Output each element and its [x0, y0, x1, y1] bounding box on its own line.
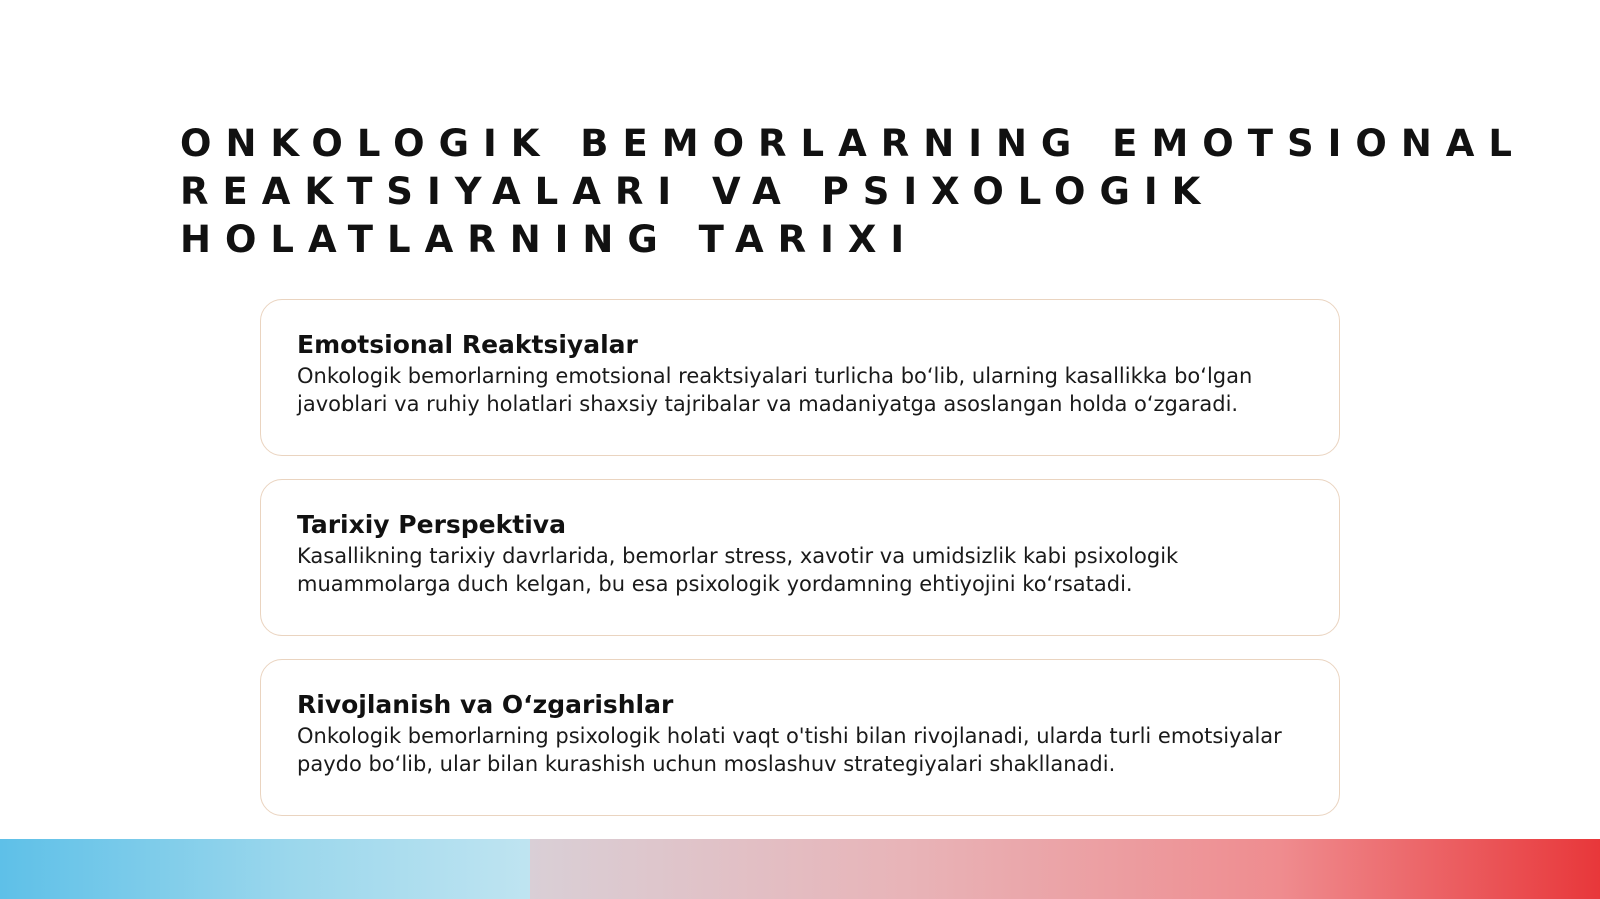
slide-title	[180, 120, 1580, 264]
footer-bar-blue-segment	[0, 839, 530, 899]
card-body: Kasallikning tarixiy davrlarida, bemorlar stress, xavotir va umidsizlik kabi psixologik muammolarga duch kelgan, bu esa psixologik yordamning ehtiyojini ko‘rsatadi.	[297, 544, 1179, 596]
footer-bar-red-segment	[530, 839, 1600, 899]
card-heading: Emotsional Reaktsiyalar	[297, 330, 638, 359]
title-line-1: ONKOLOGIK BEMORLARNING EMOTSIONAL	[180, 122, 1527, 165]
card-heading: Tarixiy Perspektiva	[297, 510, 566, 539]
title-line-2: REAKTSIYALARI VA PSIXOLOGIK	[180, 170, 1215, 213]
card-body: Onkologik bemorlarning emotsional reaktsiyalari turlicha bo‘lib, ularning kasallikka bo‘lgan javoblari va ruhiy holatlari shaxsiy tajribalar va madaniyatga asoslangan holda o‘zgaradi.	[297, 364, 1253, 416]
footer-gradient-bar	[0, 839, 1600, 899]
card-tarixiy-perspektiva	[260, 479, 1340, 636]
title-line-3: HOLATLARNING TARIXI	[180, 218, 919, 261]
card-heading: Rivojlanish va O‘zgarishlar	[297, 690, 674, 719]
card-emotsional-reaktsiyalar	[260, 299, 1340, 456]
card-body: Onkologik bemorlarning psixologik holati vaqt o'tishi bilan rivojlanadi, ularda turli emotsiyalar paydo bo‘lib, ular bilan kurashish uchun moslashuv strategiyalari shakllanadi.	[297, 724, 1282, 776]
card-rivojlanish-va-ozgarishlar	[260, 659, 1340, 816]
